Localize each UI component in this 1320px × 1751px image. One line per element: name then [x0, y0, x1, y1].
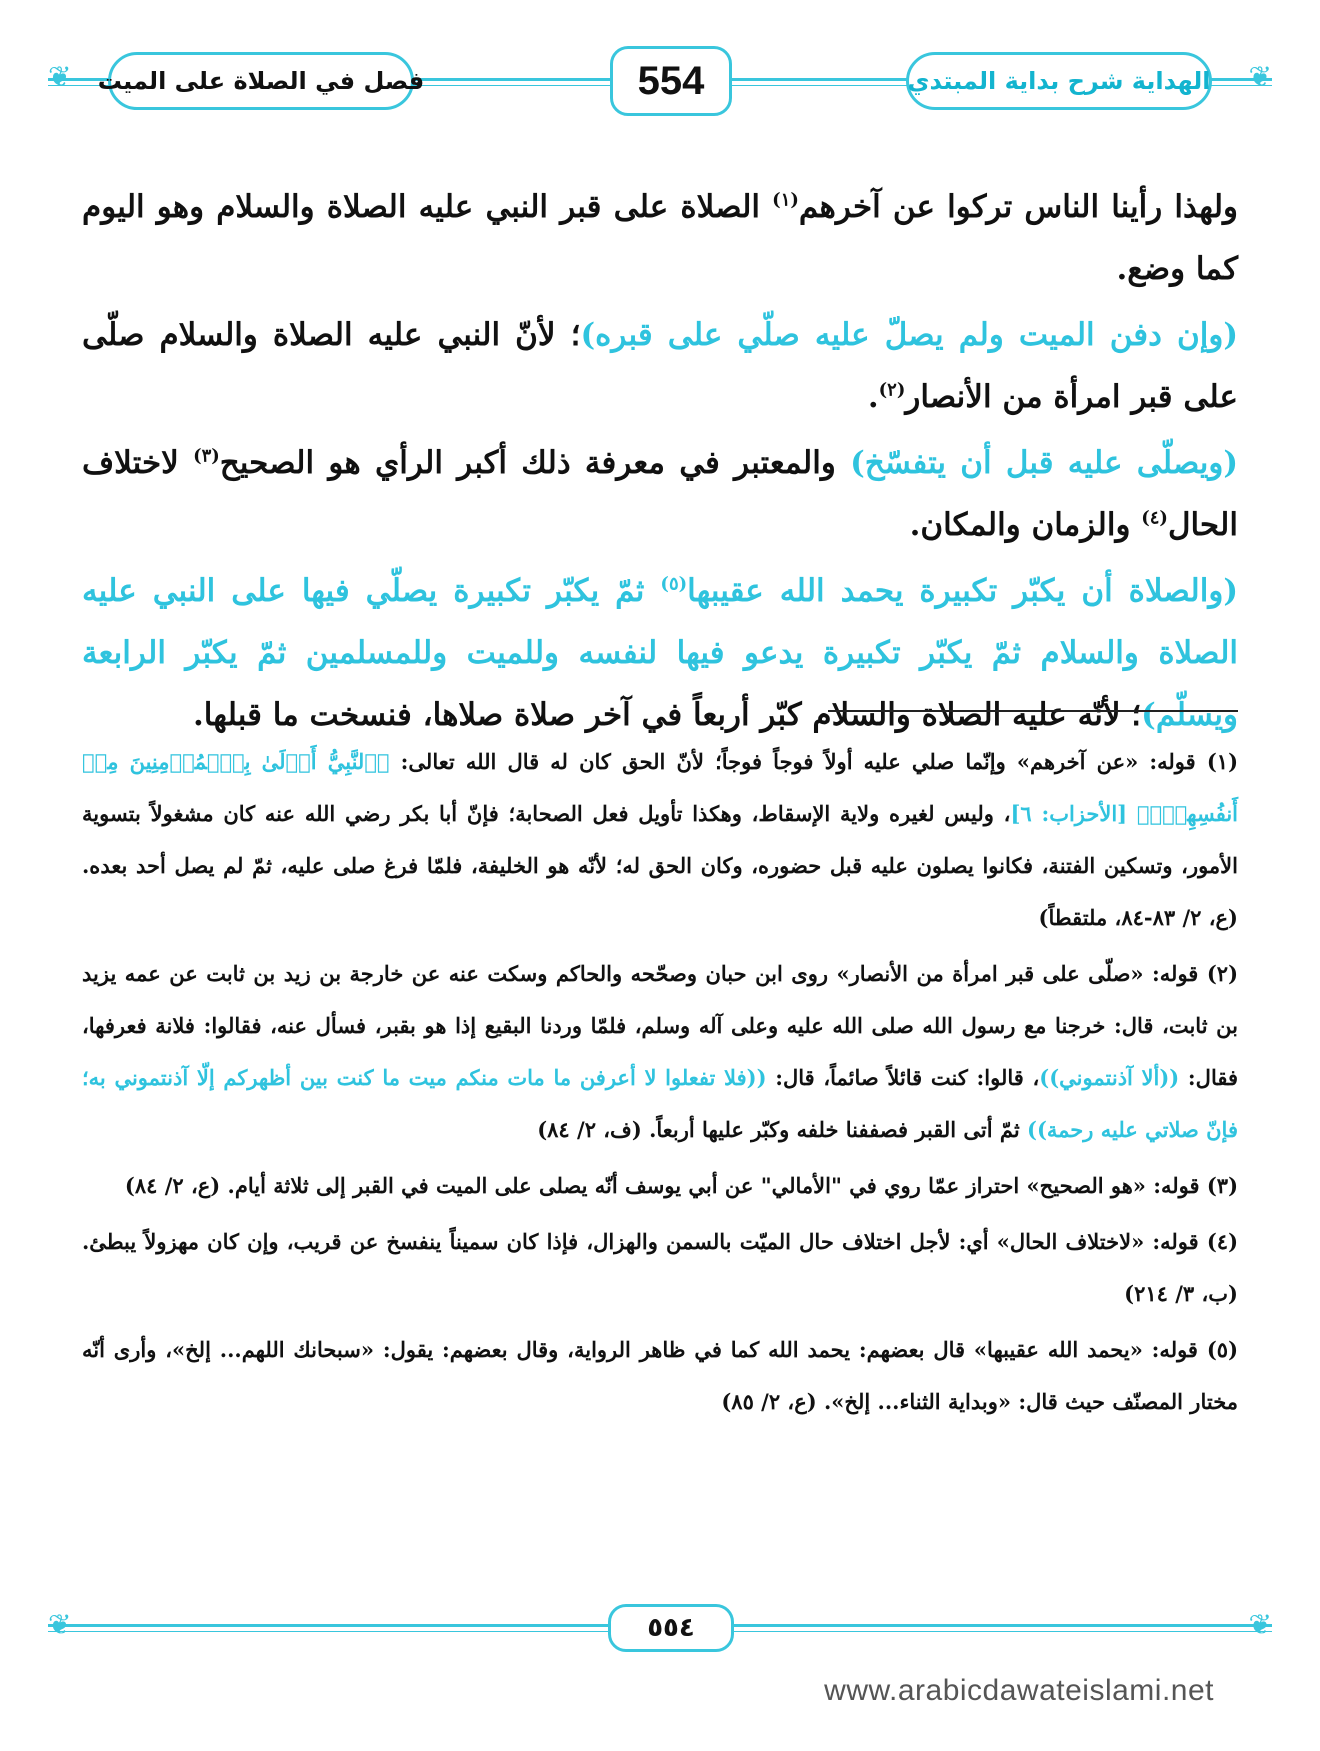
- hadith-text: ((فلا تفعلوا لا أعرفن ما مات منكم ميت ما كنت بين أظهركم إلّا آذنتموني به؛ فإنّ صلاتي عليه رحمة)): [82, 1065, 1238, 1142]
- quran-verse: ﴿ٱلنَّبِيُّ أَوۡلَىٰ بِٱلۡمُؤۡمِنِينَ مِنۡ أَنفُسِهِمۡۖ﴾ [الأحزاب: ٦]: [82, 749, 1238, 826]
- book-title: الهداية شرح بداية المبتدي: [906, 52, 1212, 110]
- flourish-icon: ❦: [1248, 60, 1272, 93]
- footnote: (٢) قوله: «صلّى على قبر امرأة من الأنصار» روى ابن حبان وصحّحه والحاكم وسكت عنه عن خارجة بن زيد بن ثابت عن عمه يزيد بن ثابت، قال: خرجنا مع رسول الله صلى الله عليه وعلى آله وسلم، فلمّا وردنا البقيع إذا هو بقبر، فسأل عنه، فقالوا: فلانة فعرفها، فقال: ((ألا آذنتموني))، قالوا: كنت قائلاً صائماً، قال: ((فلا تفعلوا لا أعرفن ما مات منكم ميت ما كنت بين أظهركم إلّا آذنتموني به؛ فإنّ صلاتي عليه رحمة)) ثمّ أتى القبر فصففنا خلفه وكبّر عليها أربعاً. (ف، ٢/ ٨٤): [82, 961, 1239, 1142]
- paragraph: (ويصلّى عليه قبل أن يتفسّخ) والمعتبر في معرفة ذلك أكبر الرأي هو الصحيح$^{(٣)}$ لاختلاف الحال$^{(٤)}$ والزمان والمكان.: [82, 445, 1238, 543]
- footnote-ref[interactable]: (٥): [660, 573, 688, 595]
- footnote-ref[interactable]: (١): [772, 189, 799, 211]
- page-footer: [48, 1598, 1272, 1658]
- chapter-title: فصل في الصلاة على الميت: [108, 52, 414, 110]
- paragraph: (والصلاة أن يكبّر تكبيرة يحمد الله عقيبها$^{(٥)}$ ثمّ يكبّر تكبيرة يصلّي فيها على النبي عليه الصلاة والسلام ثمّ يكبّر تكبيرة يدعو فيها لنفسه وللميت وللمسلمين ثمّ يكبّر الرابعة ويسلّم)؛ لأنّه عليه الصلاة والسلام كبّر أربعاً في آخر صلاة صلاها، فنسخت ما قبلها.: [82, 573, 1238, 733]
- footnotes: [82, 736, 1238, 1432]
- matn-text: (وإن دفن الميت ولم يصلّ عليه صلّي على قبره): [580, 317, 1238, 353]
- page-number: 554: [610, 46, 732, 116]
- footer-page-number: ٥٥٤: [608, 1604, 734, 1652]
- footnote: (٤) قوله: «لاختلاف الحال» أي: لأجل اختلاف حال الميّت بالسمن والهزال، فإذا كان سميناً ينفسخ عن قريب، وإن كان مهزولاً يبطئ. (ب، ٣/ ٢١٤): [82, 1229, 1238, 1306]
- matn-text: (والصلاة أن يكبّر تكبيرة يحمد الله عقيبها: [687, 573, 1238, 609]
- footnote: (٣) قوله: «هو الصحيح» احتراز عمّا روي في "الأمالي" عن أبي يوسف أنّه يصلى على الميت في القبر إلى ثلاثة أيام. (ع، ٢/ ٨٤): [124, 1173, 1238, 1198]
- paragraph: (وإن دفن الميت ولم يصلّ عليه صلّي على قبره)؛ لأنّ النبي عليه الصلاة والسلام صلّى على قبر امرأة من الأنصار$^{(٢)}$.: [82, 317, 1238, 415]
- footnote-ref[interactable]: (٤): [1141, 507, 1168, 529]
- main-text: [82, 176, 1238, 750]
- matn-text: (ويصلّى عليه قبل أن يتفسّخ): [850, 445, 1238, 481]
- hadith-text: ((ألا آذنتموني)): [1039, 1065, 1180, 1090]
- website-link[interactable]: www.arabicdawateislami.net: [824, 1674, 1214, 1707]
- flourish-icon: ❦: [1248, 1608, 1272, 1641]
- paragraph: ولهذا رأينا الناس تركوا عن آخرهم$^{(١)}$ الصلاة على قبر النبي عليه الصلاة والسلام وهو اليوم كما وضع.: [82, 189, 1238, 287]
- footnote: (١) قوله: «عن آخرهم» وإنّما صلي عليه أولاً فوجاً فوجاً؛ لأنّ الحق كان له قال الله تعالى: ﴿ٱلنَّبِيُّ أَوۡلَىٰ بِٱلۡمُؤۡمِنِينَ مِنۡ أَنفُسِهِمۡۖ﴾ [الأحزاب: ٦]، وليس لغيره ولاية الإسقاط، وهكذا تأويل فعل الصحابة؛ فإنّ أبا بكر رضي الله عنه كان مشغولاً بتسوية الأمور، وتسكين الفتنة، فكانوا يصلون عليه قبل حضوره، وكان الحق له؛ لأنّه هو الخليفة، فلمّا فرغ صلى عليه، ثمّ لم يصل أحد بعده. (ع، ٢/ ٨٣-٨٤، ملتقطاً): [82, 749, 1238, 930]
- footnote: (٥) قوله: «يحمد الله عقيبها» قال بعضهم: يحمد الله كما في ظاهر الرواية، وقال بعضهم: يقول: «سبحانك اللهم... إلخ»، وأرى أنّه مختار المصنّف حيث قال: «وبداية الثناء... إلخ». (ع، ٢/ ٨٥): [82, 1337, 1238, 1414]
- footnote-ref[interactable]: (٣): [193, 445, 220, 467]
- flourish-icon: ❦: [48, 1608, 72, 1641]
- footnote-divider: [828, 710, 1238, 712]
- page-header: [48, 40, 1272, 124]
- flourish-icon: ❦: [48, 60, 72, 93]
- matn-text: ثمّ يكبّر تكبيرة يصلّي فيها على النبي عليه الصلاة والسلام ثمّ يكبّر تكبيرة يدعو فيها لنفسه وللميت وللمسلمين ثمّ يكبّر الرابعة ويسلّم): [82, 573, 1238, 733]
- footnote-ref[interactable]: (٢): [878, 379, 906, 401]
